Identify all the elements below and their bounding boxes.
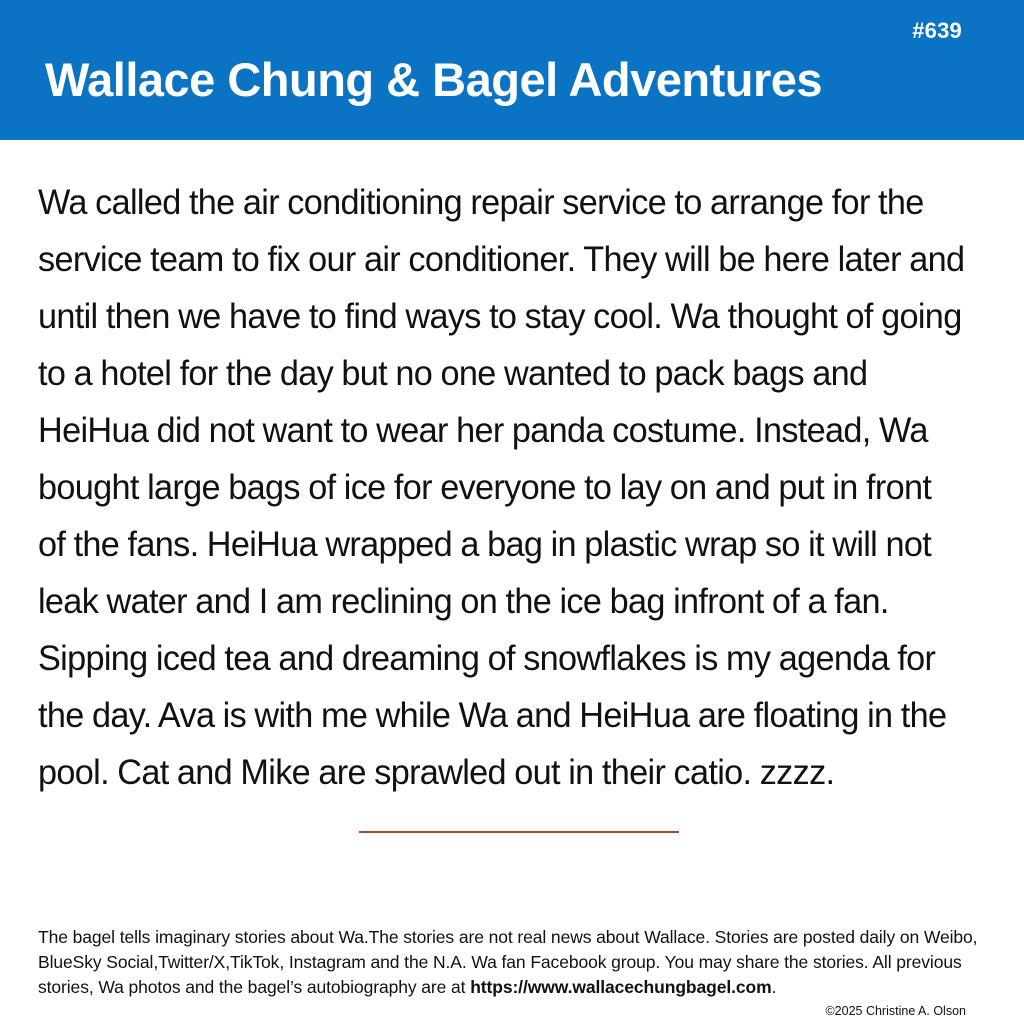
- copyright-notice: ©2025 Christine A. Olson: [825, 1004, 966, 1018]
- issue-number: #639: [912, 18, 962, 43]
- divider-container: [38, 831, 1000, 833]
- footer-section: [0, 903, 1024, 1024]
- disclaimer-text: [38, 925, 988, 1000]
- story-section: [0, 140, 1024, 903]
- disclaimer-lead: The bagel tells imaginary stories about Wa.The stories are not real news about Wallace. Stories are posted daily on Weibo, BlueSky Social,Twitter/X,TikTok, Instagram and the N.A. Wa fan Facebook group. You may share the stories. All previous stories, Wa photos and the bagel’s autobiography are at: [38, 927, 978, 997]
- header-banner: [0, 0, 1024, 140]
- story-text: Wa called the air conditioning repair service to arrange for the service team to fix our air conditioner. They will be here later and until then we have to find ways to stay cool. Wa thought of going to a hotel for the day but no one wanted to pack bags and HeiHua did not want to wear her panda costume. Instead, Wa bought large bags of ice for everyone to lay on and put in front of the fans. HeiHua wrapped a bag in plastic wrap so it will not leak water and I am reclining on the ice bag infront of a fan. Sipping iced tea and dreaming of snowflakes is my agenda for the day. Ava is with me while Wa and HeiHua are floating in the pool. Cat and Mike are sprawled out in their catio. zzzz.: [38, 182, 965, 792]
- website-link[interactable]: https://www.wallacechungbagel.com: [470, 977, 772, 997]
- section-divider: [359, 831, 679, 833]
- disclaimer-tail: .: [771, 977, 777, 997]
- page-title: Wallace Chung & Bagel Adventures: [45, 53, 823, 106]
